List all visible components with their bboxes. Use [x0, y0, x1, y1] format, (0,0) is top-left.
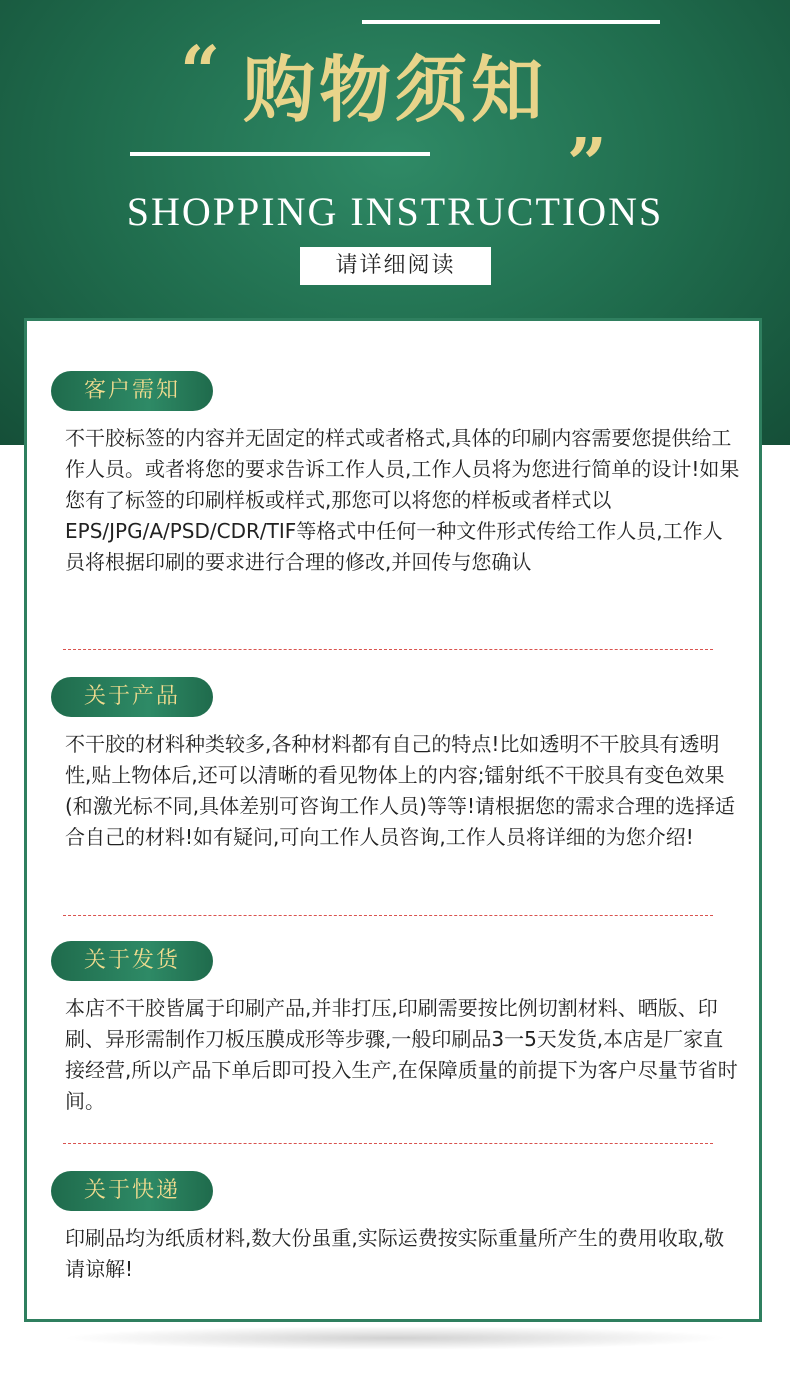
- card-shadow: [60, 1326, 730, 1350]
- section-title: 关于快递: [51, 1171, 213, 1211]
- read-carefully-badge: 请详细阅读: [300, 247, 491, 285]
- section-divider: [63, 649, 713, 650]
- section-text: 本店不干胶皆属于印刷产品,并非打压,印刷需要按比例切割材料、晒版、印刷、异形需制作刀板压膜成形等步骤,一般印刷品3一5天发货,本店是厂家直接经营,所以产品下单后即可投入生产,在保障质量的前提下为客户尽量节省时间。: [65, 996, 738, 1113]
- section-title: 关于产品: [51, 677, 213, 717]
- section-title: 客户需知: [51, 371, 213, 411]
- page-subtitle: SHOPPING INSTRUCTIONS: [126, 189, 664, 234]
- section-divider: [63, 1143, 713, 1144]
- section-text: 不干胶标签的内容并无固定的样式或者格式,具体的印刷内容需要您提供给工作人员。或者将您的要求告诉工作人员,工作人员将为您进行简单的设计!如果您有了标签的印刷样板或样式,那您可以将您的样板或者样式以EPS/JPG/A/PSD/CDR/TIF等格式中任何一种文件形式传给工作人员,工作人员将根据印刷的要求进行合理的修改,并回传与您确认: [65, 426, 740, 574]
- section-title: 关于发货: [51, 941, 213, 981]
- section-text: 不干胶的材料种类较多,各种材料都有自己的特点!比如透明不干胶具有透明性,贴上物体后,还可以清晰的看见物体上的内容;镭射纸不干胶具有变色效果(和激光标不同,具体差别可咨询工作人员)等等!请根据您的需求合理的选择适合自己的材料!如有疑问,可向工作人员咨询,工作人员将详细的为您介绍!: [65, 732, 735, 849]
- section-about-shipping: [51, 941, 741, 1117]
- page-title: 购物须知: [242, 47, 547, 132]
- section-customer-notice: [51, 371, 741, 578]
- section-divider: [63, 915, 713, 916]
- quote-close-mark: „: [568, 82, 609, 165]
- decorative-line-middle: [130, 152, 430, 156]
- section-about-express: [51, 1171, 741, 1285]
- decorative-line-top: [362, 20, 660, 24]
- quote-open-mark: “: [180, 30, 221, 113]
- content-card: [24, 318, 762, 1322]
- section-about-products: [51, 677, 741, 853]
- section-text: 印刷品均为纸质材料,数大份虽重,实际运费按实际重量所产生的费用收取,敬请谅解!: [65, 1226, 725, 1281]
